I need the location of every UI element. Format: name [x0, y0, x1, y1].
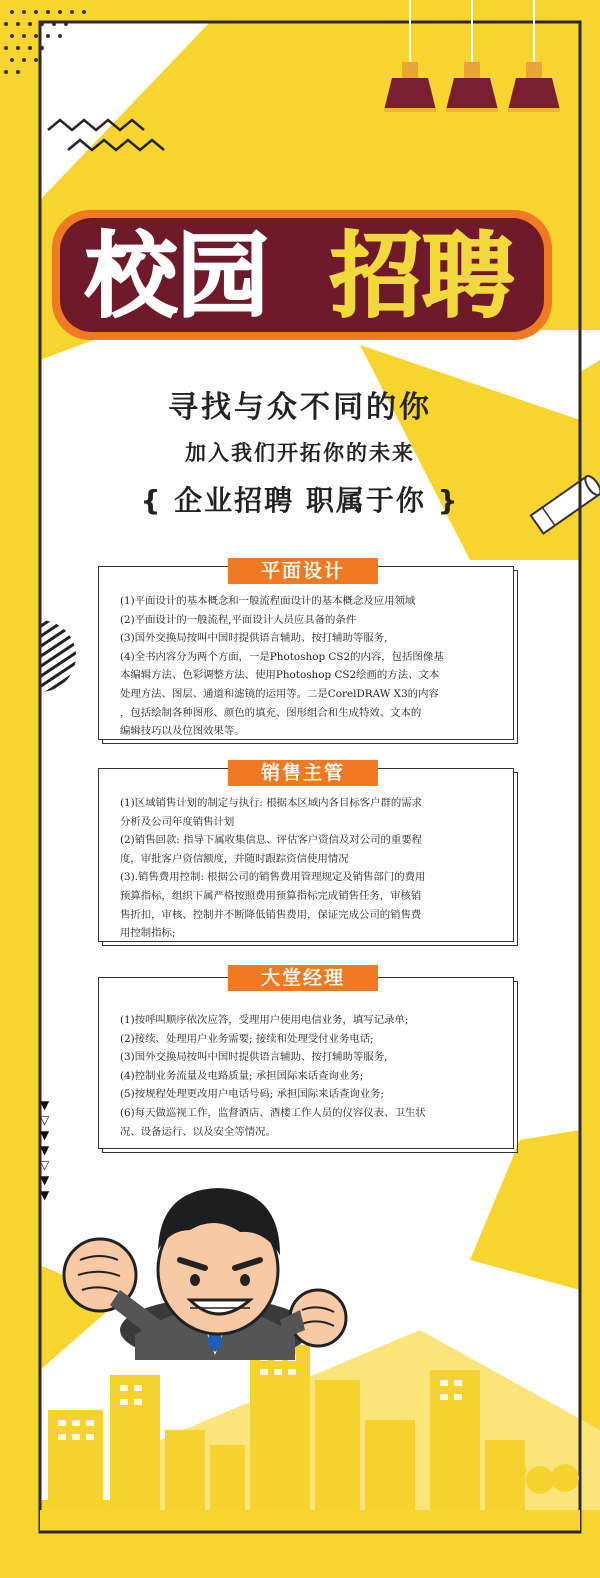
body-line: (3)国外交换局按叫中国时提供语言辅助、按打辅助等服务,: [120, 632, 388, 645]
body-line: 用控制指标;: [120, 927, 176, 940]
body-line: (5)按规程处理更改用户电话号码; 承担国际来话查询业务;: [120, 1088, 385, 1101]
down-arrow-icon: ▼: [40, 1173, 50, 1187]
body-line: ，包括绘制各种图形、颜色的填充、图形组合和生成特效、文本的: [120, 706, 422, 719]
title-part-1: 校园: [84, 223, 270, 330]
main-title: [52, 210, 552, 340]
body-line: (3).销售费用控制: 根据公司的销售费用管理规定及销售部门的费用: [120, 871, 426, 884]
body-line: (3)国外交换局按叫中国时提供语言辅助、按打辅助等服务,: [120, 1051, 388, 1064]
body-line: (2)平面设计的一般流程,平面设计人员应具备的条件: [120, 613, 357, 626]
yellow-shape-left: [0, 330, 40, 620]
section-graphic-design: [98, 560, 514, 750]
section-heading: 大堂经理: [228, 965, 378, 991]
cartoon-businessman-illustration: [40, 1160, 360, 1360]
body-line: (2)销售回款: 指导下属收集信息、评估客户资信及对公司的重要程: [120, 834, 423, 847]
body-line: (2)接续、处理用户业务需要; 接续和处理受付业务电话;: [120, 1032, 374, 1045]
body-line: 编辑技巧以及位图效果等。: [120, 725, 245, 738]
title-part-2: 招聘: [329, 223, 515, 330]
body-line: (1)平面设计的基本概念和一般流程面设计的基本概念及应用领域: [120, 595, 416, 607]
hanging-lamps: [380, 0, 580, 130]
down-arrow-outline-icon: ▽: [40, 1113, 50, 1127]
lamp-icon: [384, 0, 436, 112]
down-arrow-icon: ▼: [40, 1128, 50, 1142]
section-lobby-manager: [98, 965, 514, 1165]
body-line: 售折扣，审核、控制并不断降低销售费用，保证完成公司的销售费: [120, 908, 422, 921]
body-line: 况、设备运行、以及安全等情况。: [120, 1125, 276, 1138]
down-arrow-outline-icon: ▽: [40, 1158, 50, 1172]
body-line: (1)按呼叫顺序依次应答，受理用户使用电信业务，填写记录单;: [120, 1014, 409, 1026]
subtitle-main: 寻找与众不同的你: [168, 390, 432, 425]
body-line: 预算指标，组织下属严格按照费用预算指标完成销售任务，审核销: [120, 889, 422, 902]
body-line: 度，审批客户资信额度，并随时跟踪资信使用情况: [120, 852, 349, 865]
body-line: (4)控制业务流量及电路质量; 承担国际来话查询业务;: [120, 1069, 364, 1082]
body-line: 本编辑方法、色彩调整方法、使用Photoshop CS2绘画的方法、文本: [120, 669, 440, 682]
section-heading: 平面设计: [228, 558, 378, 584]
down-arrow-icon: ▼: [40, 1188, 50, 1202]
section-body: [120, 1011, 500, 1141]
body-line: (6)每天做巡视工作，监督酒店、酒楼工作人员的仪容仪表、卫生状: [120, 1106, 426, 1119]
down-arrow-icon: ▼: [40, 1098, 50, 1112]
section-body: [120, 794, 500, 943]
section-heading: 销售主管: [228, 760, 378, 786]
body-line: 处理方法、图层、通道和滤镜的运用等。二是CorelDRAW X3的内容: [120, 687, 439, 700]
lamp-icon: [446, 0, 498, 112]
body-line: (4)全书内容分为两个方面，一是Photoshop CS2的内容，包括图像基: [120, 650, 444, 663]
down-arrow-icon: ▼: [40, 1143, 50, 1157]
lamp-icon: [508, 0, 560, 112]
subtitle-secondary: 加入我们开拓你的未来: [185, 441, 415, 465]
slogan: { 企业招聘 职属于你 }: [140, 484, 460, 517]
section-body: [120, 592, 500, 741]
body-line: 分析及公司年度销售计划: [120, 815, 235, 828]
body-line: (1)区域销售计划的制定与执行: 根据本区域内各目标客户群的需求: [120, 797, 423, 809]
section-sales-manager: [98, 760, 514, 950]
